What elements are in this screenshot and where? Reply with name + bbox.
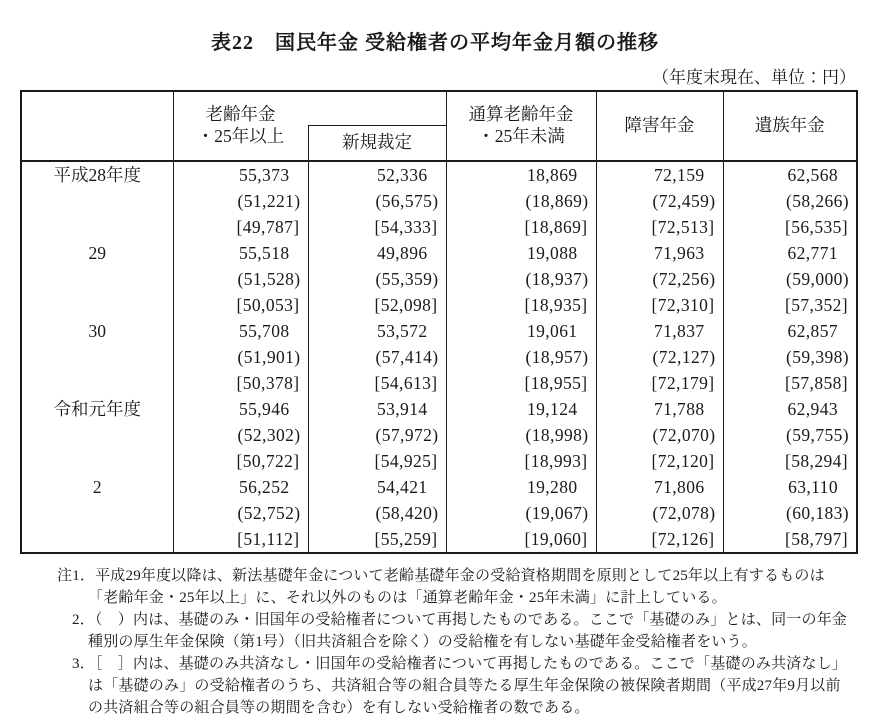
value-cell: 62,771 xyxy=(723,240,857,266)
unit-note: （年度末現在、単位：円） xyxy=(652,68,856,87)
footnote-2-line-1: 2．（ ）内は、基礎のみ・旧国年の受給権者について再掲したものである。ここで「基礎のみ」とは、同一の年金 xyxy=(72,612,848,628)
value-cell: [18,869] xyxy=(446,214,596,240)
value-cell: (18,937) xyxy=(446,266,596,292)
value-cell: 71,788 xyxy=(596,396,723,422)
col-header-old-age-line1: 老齢年金 xyxy=(205,104,276,125)
table-row xyxy=(21,396,857,422)
value-cell: [58,294] xyxy=(723,448,857,474)
table-row xyxy=(21,422,857,448)
value-cell: 19,280 xyxy=(446,474,596,500)
value-cell: [18,993] xyxy=(446,448,596,474)
col-header-survivor: 遺族年金 xyxy=(723,91,857,161)
value-cell: 56,252 xyxy=(173,474,308,500)
value-cell: [50,722] xyxy=(173,448,308,474)
value-cell: (59,000) xyxy=(723,266,857,292)
value-cell: [55,259] xyxy=(308,526,446,553)
value-cell: 55,518 xyxy=(173,240,308,266)
value-cell: (57,414) xyxy=(308,344,446,370)
table-row xyxy=(21,474,857,500)
value-cell: [50,053] xyxy=(173,292,308,318)
value-cell: [49,787] xyxy=(173,214,308,240)
year-cell xyxy=(21,344,173,370)
value-cell: 18,869 xyxy=(446,161,596,188)
value-cell: (52,302) xyxy=(173,422,308,448)
value-cell: (18,998) xyxy=(446,422,596,448)
col-header-old-age-line2: ・25年以上 xyxy=(196,126,285,146)
col-header-old-age xyxy=(173,91,308,161)
value-cell: (51,901) xyxy=(173,344,308,370)
footnotes xyxy=(57,565,870,719)
pension-table xyxy=(20,90,858,554)
table-row xyxy=(21,370,857,396)
value-cell: [54,613] xyxy=(308,370,446,396)
value-cell: [50,378] xyxy=(173,370,308,396)
value-cell: 52,336 xyxy=(308,161,446,188)
value-cell: [54,925] xyxy=(308,448,446,474)
value-cell: (72,256) xyxy=(596,266,723,292)
table-row xyxy=(21,500,857,526)
value-cell: (58,420) xyxy=(308,500,446,526)
value-cell: (59,755) xyxy=(723,422,857,448)
footnote-3-line-3: の共済組合等の組合員等の期間を含む）を有しない受給権者の数である。 xyxy=(88,700,590,716)
table-header xyxy=(21,91,857,161)
col-header-total-old-age-line1: 通算老齢年金 xyxy=(468,104,574,125)
value-cell: 19,061 xyxy=(446,318,596,344)
col-header-total-old-age-line2: ・25年未満 xyxy=(477,126,565,146)
value-cell: 55,946 xyxy=(173,396,308,422)
year-cell xyxy=(21,370,173,396)
value-cell: 72,159 xyxy=(596,161,723,188)
value-cell: 62,568 xyxy=(723,161,857,188)
value-cell: [19,060] xyxy=(446,526,596,553)
header-row-1 xyxy=(21,91,857,125)
value-cell: [58,797] xyxy=(723,526,857,553)
footnote-2-line-2: 種別の厚生年金保険（第1号）（旧共済組合を除く）の受給権を有しない基礎年金受給権者をいう。 xyxy=(88,634,758,650)
table-row xyxy=(21,344,857,370)
year-cell xyxy=(21,422,173,448)
value-cell: (72,459) xyxy=(596,188,723,214)
value-cell: 55,708 xyxy=(173,318,308,344)
year-column-header xyxy=(21,91,173,161)
value-cell: (72,070) xyxy=(596,422,723,448)
year-cell xyxy=(21,448,173,474)
value-cell: [54,333] xyxy=(308,214,446,240)
table-row xyxy=(21,292,857,318)
value-cell: 53,914 xyxy=(308,396,446,422)
value-cell: [72,310] xyxy=(596,292,723,318)
page-title: 表22 国民年金 受給権者の平均年金月額の推移 xyxy=(211,32,659,54)
table-body xyxy=(21,161,857,553)
year-cell: 平成28年度 xyxy=(53,165,141,185)
footnote-1-line-2: 「老齢年金・25年以上」に、それ以外のものは「通算老齢年金・25年未満」に計上している。 xyxy=(88,590,727,606)
year-cell: 30 xyxy=(88,321,106,341)
value-cell: 54,421 xyxy=(308,474,446,500)
value-cell: [72,126] xyxy=(596,526,723,553)
value-cell: (58,266) xyxy=(723,188,857,214)
value-cell: 49,896 xyxy=(308,240,446,266)
value-cell: (51,221) xyxy=(173,188,308,214)
year-cell xyxy=(21,526,173,553)
table-row xyxy=(21,318,857,344)
value-cell: 62,857 xyxy=(723,318,857,344)
year-cell: 令和元年度 xyxy=(53,399,141,419)
value-cell: (18,957) xyxy=(446,344,596,370)
col-header-new-award: 新規裁定 xyxy=(308,125,446,161)
table-row xyxy=(21,214,857,240)
value-cell: [52,098] xyxy=(308,292,446,318)
value-cell: [57,352] xyxy=(723,292,857,318)
value-cell: (60,183) xyxy=(723,500,857,526)
value-cell: [57,858] xyxy=(723,370,857,396)
value-cell: (57,972) xyxy=(308,422,446,448)
value-cell: (52,752) xyxy=(173,500,308,526)
year-cell xyxy=(21,214,173,240)
value-cell: 71,963 xyxy=(596,240,723,266)
value-cell: [18,955] xyxy=(446,370,596,396)
col-header-total-old-age xyxy=(446,91,596,161)
value-cell: 71,837 xyxy=(596,318,723,344)
value-cell: 63,110 xyxy=(723,474,857,500)
value-cell: 19,124 xyxy=(446,396,596,422)
footnote-1-line-1: 注1．平成29年度以降は、新法基礎年金について老齢基礎年金の受給資格期間を原則として25年以上有するものは xyxy=(57,568,825,584)
col-header-disability: 障害年金 xyxy=(596,91,723,161)
year-cell xyxy=(21,266,173,292)
value-cell: [72,513] xyxy=(596,214,723,240)
col-header-spacer xyxy=(308,91,446,125)
value-cell: 55,373 xyxy=(173,161,308,188)
value-cell: 71,806 xyxy=(596,474,723,500)
table-row xyxy=(21,266,857,292)
value-cell: [51,112] xyxy=(173,526,308,553)
value-cell: (18,869) xyxy=(446,188,596,214)
value-cell: 53,572 xyxy=(308,318,446,344)
value-cell: (56,575) xyxy=(308,188,446,214)
value-cell: (55,359) xyxy=(308,266,446,292)
value-cell: 62,943 xyxy=(723,396,857,422)
year-cell xyxy=(21,500,173,526)
year-cell xyxy=(21,188,173,214)
table-row xyxy=(21,188,857,214)
value-cell: (72,127) xyxy=(596,344,723,370)
footnote-3-line-1: 3．［ ］内は、基礎のみ共済なし・旧国年の受給権者について再掲したものである。ここで「基礎のみ共済なし」 xyxy=(72,656,848,672)
table-row xyxy=(21,448,857,474)
year-cell: 29 xyxy=(88,243,106,263)
value-cell: [18,935] xyxy=(446,292,596,318)
table-row xyxy=(21,526,857,553)
table-row xyxy=(21,161,857,188)
value-cell: [56,535] xyxy=(723,214,857,240)
year-cell xyxy=(21,292,173,318)
value-cell: (51,528) xyxy=(173,266,308,292)
value-cell: [72,179] xyxy=(596,370,723,396)
year-cell: 2 xyxy=(92,477,102,497)
value-cell: 19,088 xyxy=(446,240,596,266)
value-cell: (19,067) xyxy=(446,500,596,526)
value-cell: [72,120] xyxy=(596,448,723,474)
value-cell: (59,398) xyxy=(723,344,857,370)
footnote-3-line-2: は「基礎のみ」の受給権者のうち、共済組合等の組合員等たる厚生年金保険の被保険者期間（平成27年9月以前 xyxy=(88,678,841,694)
value-cell: (72,078) xyxy=(596,500,723,526)
table-row xyxy=(21,240,857,266)
